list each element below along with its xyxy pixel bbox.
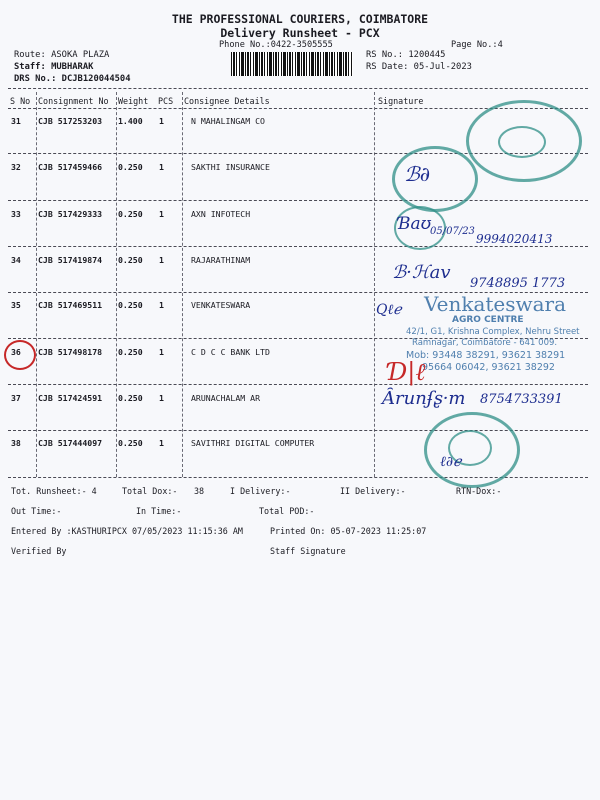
entered-by: Entered By :KASTHURIPCX 07/05/2023 11:15:36 AM — [11, 526, 243, 536]
row-weight: 0.250 — [118, 255, 143, 265]
col-consignee: Consignee Details — [184, 96, 270, 106]
i-delivery: I Delivery:- — [230, 486, 291, 496]
row-pcs: 1 — [159, 162, 164, 172]
row-consignment: CJB 517419874 — [38, 255, 103, 265]
row-consignment: CJB 517459466 — [38, 162, 103, 172]
total-dox-value: 38 — [194, 486, 205, 496]
red-circle-mark — [4, 340, 36, 370]
staff-signature: Staff Signature — [270, 546, 346, 556]
row-sno: 38 — [11, 438, 21, 448]
total-pod: Total POD:- — [259, 506, 315, 516]
handwritten-phone-34: 9748895 1773 — [470, 276, 566, 291]
row-pcs: 1 — [159, 255, 164, 265]
col-consignment: Consignment No — [38, 96, 109, 106]
header-top-rule — [8, 88, 588, 89]
row-pcs: 1 — [159, 300, 164, 310]
row-divider — [8, 200, 588, 201]
row-consignment: CJB 517424591 — [38, 393, 103, 403]
signature-axn: Ɓaʊ — [398, 214, 432, 234]
row-sno: 36 — [11, 347, 21, 357]
row-consignee: AXN INFOTECH — [191, 209, 251, 219]
row-consignee: C D C C BANK LTD — [191, 347, 270, 357]
row-consignee: VENKATESWARA — [191, 300, 251, 310]
runsheet-title: Delivery Runsheet - PCX — [220, 26, 380, 40]
staff-label: Staff: MUBHARAK — [14, 62, 94, 72]
row-weight: 0.250 — [118, 438, 143, 448]
row-sno: 34 — [11, 255, 21, 265]
handwritten-date: 05/07/23 — [430, 226, 475, 237]
row-weight: 0.250 — [118, 209, 143, 219]
total-runsheet: Tot. Runsheet:- 4 — [11, 486, 97, 496]
verified-by: Verified By — [11, 546, 67, 556]
handwritten-phone-33: 9994020413 — [476, 232, 553, 246]
total-dox-label: Total Dox:- — [122, 486, 178, 496]
col-pcs: PCS — [158, 96, 174, 106]
barcode — [231, 52, 353, 76]
col-signature: Signature — [378, 96, 424, 106]
row-weight: 0.250 — [118, 347, 143, 357]
signature-venkateswara: Qℓℯ — [376, 302, 402, 318]
row-consignee: ARUNACHALAM AR — [191, 393, 261, 403]
row-weight: 0.250 — [118, 162, 143, 172]
row-consignee: SAKTHI INSURANCE — [191, 162, 270, 172]
row-pcs: 1 — [159, 393, 164, 403]
row-weight: 0.250 — [118, 300, 143, 310]
out-time: Out Time:- — [11, 506, 62, 516]
phone-number: Phone No.:0422-3505555 — [219, 40, 333, 50]
stamp-venkateswara-name: Venkateswara — [424, 292, 567, 316]
ii-delivery: II Delivery:- — [340, 486, 406, 496]
stamp-venkateswara-addr2: Ramnagar, Coimbatore - 641 009. — [412, 338, 558, 348]
rs-date: RS Date: 05-Jul-2023 — [366, 62, 472, 72]
row-pcs: 1 — [159, 347, 164, 357]
row-consignee: SAVITHRI DIGITAL COMPUTER — [191, 438, 315, 448]
row-consignment: CJB 517498178 — [38, 347, 103, 357]
route-label: Route: ASOKA PLAZA — [14, 50, 110, 60]
signature-rajarathinam: ℬ·ℋav — [392, 262, 451, 283]
row-consignment: CJB 517253203 — [38, 116, 103, 126]
row-consignment: CJB 517444097 — [38, 438, 103, 448]
row-consignment: CJB 517469511 — [38, 300, 103, 310]
in-time: In Time:- — [136, 506, 182, 516]
rtn-dox: RTN-Dox:- — [456, 486, 502, 496]
company-title: THE PROFESSIONAL COURIERS, COIMBATORE — [171, 12, 429, 26]
signature-sakthi: ℬ∂ — [404, 162, 431, 186]
rs-number: RS No.: 1200445 — [366, 50, 446, 60]
row-pcs: 1 — [159, 116, 164, 126]
page-number: Page No.:4 — [451, 40, 503, 50]
col-sep-2 — [116, 92, 117, 477]
row-weight: 1.400 — [118, 116, 143, 126]
row-divider — [8, 246, 588, 247]
stamp-venkateswara-mob2: 95664 06042, 93621 38292 — [422, 362, 555, 373]
col-sep-3 — [182, 92, 183, 477]
drs-number: DRS No.: DCJB120044504 — [14, 74, 131, 84]
printed-on: Printed On: 05-07-2023 11:25:07 — [270, 526, 427, 536]
stamp-venkateswara-mob1: Mob: 93448 38291, 93621 38291 — [406, 350, 566, 361]
row-divider — [8, 384, 588, 385]
red-mark-cdcc: Ɗ|ℓ — [388, 358, 426, 386]
col-sno: S No — [10, 96, 31, 106]
col-weight: Weight — [118, 96, 149, 106]
stamp-venkateswara-sub: AGRO CENTRE — [452, 315, 524, 325]
row-sno: 35 — [11, 300, 21, 310]
row-sno: 32 — [11, 162, 21, 172]
row-pcs: 1 — [159, 209, 164, 219]
row-sno: 37 — [11, 393, 21, 403]
row-pcs: 1 — [159, 438, 164, 448]
stamp-mahalingam-inner — [498, 126, 546, 158]
signature-arunachalam: Ȃrunʄʂ·m — [382, 388, 466, 409]
handwritten-phone-37: 8754733391 — [480, 392, 563, 407]
row-sno: 31 — [11, 116, 21, 126]
col-sep-4 — [374, 92, 375, 477]
row-consignee: N MAHALINGAM CO — [191, 116, 265, 126]
signature-savithri: ℓ∂ℯ — [440, 454, 462, 470]
row-consignee: RAJARATHINAM — [191, 255, 251, 265]
row-weight: 0.250 — [118, 393, 143, 403]
row-sno: 33 — [11, 209, 21, 219]
row-consignment: CJB 517429333 — [38, 209, 103, 219]
col-sep-1 — [36, 92, 37, 477]
stamp-venkateswara-addr1: 42/1, G1, Krishna Complex, Nehru Street — [406, 327, 580, 337]
